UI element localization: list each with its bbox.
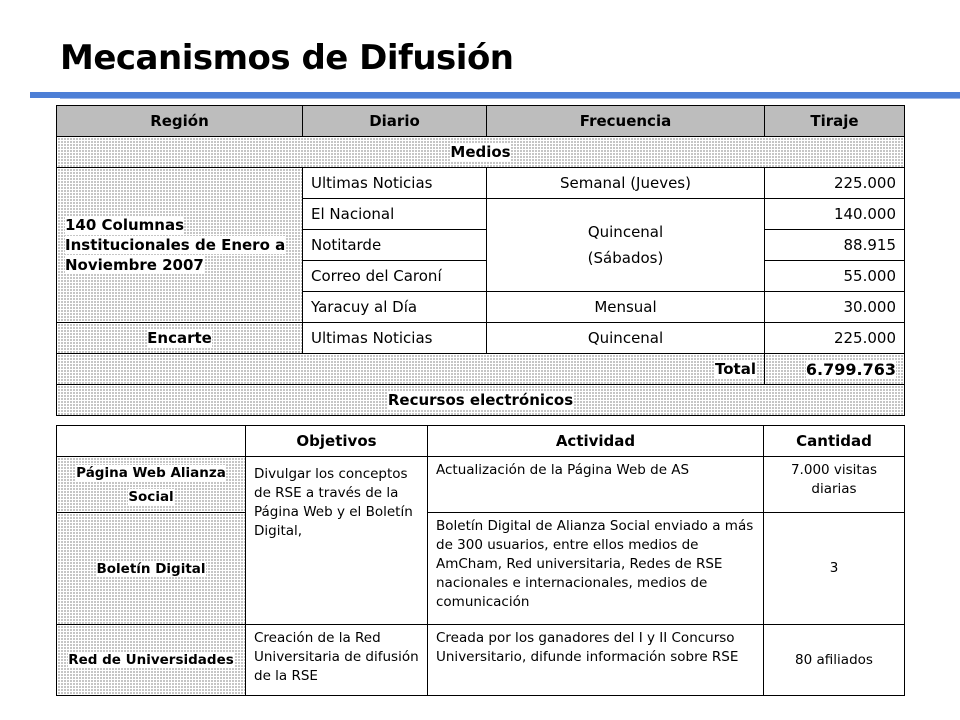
page-title: Mecanismos de Difusión <box>60 38 514 78</box>
header-empty <box>57 426 246 457</box>
header-cantidad: Cantidad <box>764 426 905 457</box>
media-table <box>56 105 905 416</box>
table-row-encarte <box>57 323 905 354</box>
tiraje-cell: 30.000 <box>765 292 905 323</box>
table-row <box>57 625 905 696</box>
total-label: Total <box>715 360 756 378</box>
section-medios-label: Medios <box>450 143 511 161</box>
section-recursos <box>57 385 905 416</box>
encarte-cell <box>57 323 303 354</box>
resource-label: Página Web Alianza Social <box>76 464 226 505</box>
total-value: 6.799.763 <box>805 359 896 379</box>
table-row <box>57 513 905 625</box>
diario-cell: Yaracuy al Día <box>303 292 487 323</box>
resource-label-cell <box>57 513 246 625</box>
tiraje-cell: 225.000 <box>765 168 905 199</box>
cantidad-cell: 3 <box>764 513 905 625</box>
actividad-cell: Boletín Digital de Alianza Social enviado a más de 300 usuarios, entre ellos medios de AmCham, Red universitaria, Redes de RSE nacionales e internacionales, medios de comunicación <box>428 513 764 625</box>
resource-label: Red de Universidades <box>68 652 234 668</box>
quincenal-line2: (Sábados) <box>587 249 664 267</box>
resource-label-cell <box>57 625 246 696</box>
title-underline-thin <box>60 98 960 99</box>
diario-cell: Ultimas Noticias <box>303 323 487 354</box>
total-value-cell <box>765 354 905 385</box>
objetivo-shared-cell: Divulgar los conceptos de RSE a través de la Página Web y el Boletín Digital, <box>246 457 428 625</box>
frecuencia-cell: Mensual <box>487 292 765 323</box>
encarte-label: Encarte <box>147 329 212 347</box>
quincenal-line1: Quincenal <box>587 223 664 241</box>
tiraje-cell: 225.000 <box>765 323 905 354</box>
diario-cell: Notitarde <box>303 230 487 261</box>
section-medios <box>57 137 905 168</box>
frecuencia-cell: Semanal (Jueves) <box>487 168 765 199</box>
media-table-header <box>57 106 905 137</box>
electronic-resources-table <box>56 425 905 696</box>
region-cell <box>57 168 303 323</box>
objetivo-cell: Creación de la Red Universitaria de difusión de la RSE <box>246 625 428 696</box>
actividad-cell: Actualización de la Página Web de AS <box>428 457 764 513</box>
tiraje-cell: 140.000 <box>765 199 905 230</box>
tiraje-cell: 88.915 <box>765 230 905 261</box>
frecuencia-cell: Quincenal <box>487 323 765 354</box>
frecuencia-quincenal-cell <box>487 199 765 292</box>
diario-cell: Ultimas Noticias <box>303 168 487 199</box>
header-region: Región <box>57 106 303 137</box>
cantidad-cell: 7.000 visitas diarias <box>764 457 905 513</box>
diario-cell: Correo del Caroní <box>303 261 487 292</box>
diario-cell: El Nacional <box>303 199 487 230</box>
actividad-cell: Creada por los ganadores del I y II Concurso Universitario, difunde información sobre RSE <box>428 625 764 696</box>
cantidad-cell: 80 afiliados <box>764 625 905 696</box>
table-row <box>57 457 905 513</box>
table-row <box>57 168 905 199</box>
header-frecuencia: Frecuencia <box>487 106 765 137</box>
header-tiraje: Tiraje <box>765 106 905 137</box>
tiraje-cell: 55.000 <box>765 261 905 292</box>
total-label-cell <box>57 354 765 385</box>
resources-table-header <box>57 426 905 457</box>
header-objetivos: Objetivos <box>246 426 428 457</box>
section-recursos-label: Recursos electrónicos <box>387 391 574 409</box>
header-actividad: Actividad <box>428 426 764 457</box>
region-label: 140 Columnas Institucionales de Enero a Noviembre 2007 <box>65 216 286 274</box>
header-diario: Diario <box>303 106 487 137</box>
resource-label: Boletín Digital <box>96 560 206 577</box>
resource-label-cell <box>57 457 246 513</box>
total-row <box>57 354 905 385</box>
